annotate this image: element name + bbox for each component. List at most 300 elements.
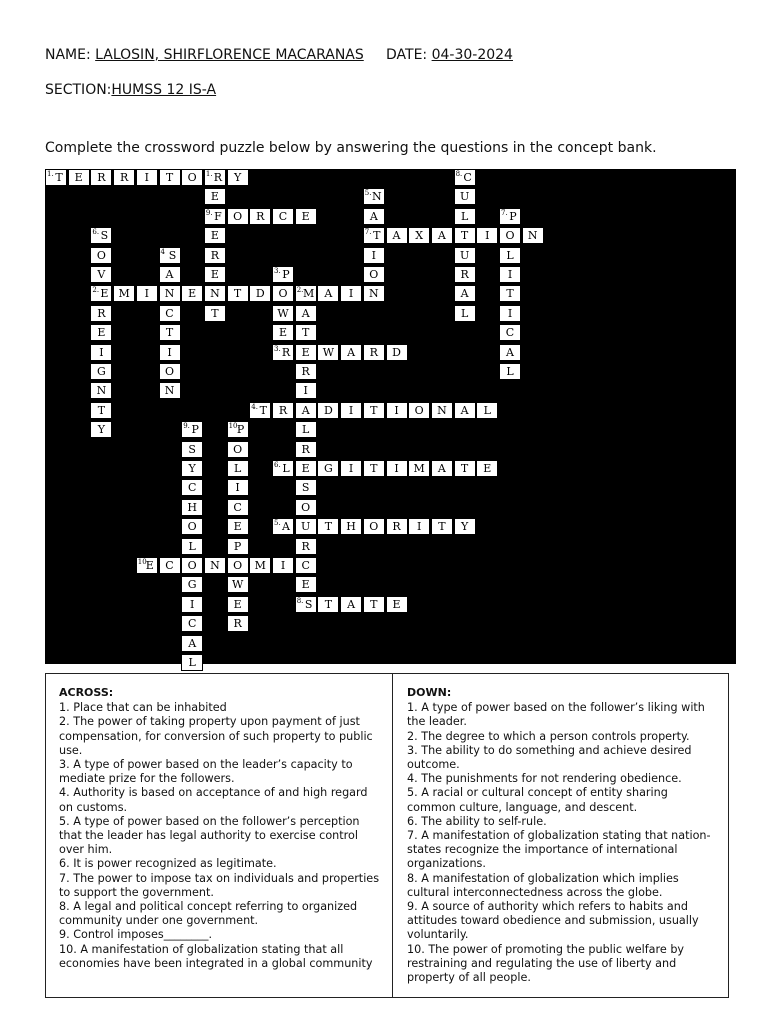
cell-letter: I <box>348 462 354 475</box>
crossword-cell[interactable] <box>499 208 521 225</box>
cell-letter: A <box>165 268 174 281</box>
cell-letter: L <box>506 248 514 262</box>
crossword-cell[interactable] <box>499 344 521 361</box>
crossword-cell[interactable] <box>227 615 249 632</box>
cell-letter: T <box>460 462 469 475</box>
crossword-cell[interactable] <box>317 344 339 361</box>
cell-letter: F <box>214 209 222 223</box>
crossword-cell[interactable] <box>499 266 521 283</box>
down-clue: 2. The degree to which a person controls property. <box>407 729 690 743</box>
crossword-cell[interactable] <box>476 402 498 419</box>
crossword-cell[interactable] <box>476 460 498 477</box>
crossword-cell[interactable] <box>90 324 112 341</box>
crossword-cell[interactable] <box>90 382 112 399</box>
date-line <box>386 47 513 63</box>
crossword-cell[interactable] <box>340 518 362 535</box>
crossword-cell[interactable] <box>431 460 453 477</box>
section-value: HUMSS 12 IS-A <box>111 82 217 98</box>
across-clue: 10. A manifestation of globalization stating that all economies have been integrated in a global community <box>59 942 373 970</box>
across-clue: 7. The power to impose tax on individuals and properties to support the government. <box>59 871 380 899</box>
crossword-cell[interactable] <box>159 247 181 264</box>
cell-letter: T <box>165 326 174 340</box>
crossword-cell[interactable] <box>227 460 249 477</box>
cell-number: 10. <box>228 422 240 431</box>
crossword-cell[interactable] <box>295 344 317 361</box>
crossword-cell[interactable] <box>181 499 203 516</box>
cell-letter: T <box>370 403 378 417</box>
cell-letter: C <box>278 209 288 223</box>
crossword-cell[interactable] <box>386 227 408 244</box>
crossword-cell[interactable] <box>295 479 317 496</box>
crossword-cell[interactable] <box>181 615 203 632</box>
cell-letter: O <box>187 171 197 184</box>
crossword-cell[interactable] <box>136 169 158 186</box>
crossword-cell[interactable] <box>295 557 317 574</box>
crossword-cell[interactable] <box>317 460 339 477</box>
cell-number: 1. <box>205 170 213 178</box>
cell-number: 10. <box>137 558 149 566</box>
crossword-cell[interactable] <box>90 402 112 419</box>
crossword-cell[interactable] <box>159 169 181 186</box>
crossword-cell[interactable] <box>386 596 408 613</box>
crossword-cell[interactable] <box>204 557 226 574</box>
crossword-cell[interactable] <box>181 538 203 555</box>
crossword-cell[interactable] <box>408 518 430 535</box>
cell-letter: E <box>188 287 197 301</box>
crossword-cell[interactable] <box>249 285 271 302</box>
crossword-cell[interactable] <box>295 596 317 613</box>
section-line <box>45 82 216 98</box>
cell-number: 1. <box>47 170 54 178</box>
crossword-cell[interactable] <box>476 227 498 244</box>
cell-letter: C <box>187 617 197 631</box>
crossword-cell[interactable] <box>227 538 249 555</box>
crossword-cell[interactable] <box>340 285 362 302</box>
cell-number: 9. <box>183 422 190 431</box>
cell-letter: C <box>233 500 242 514</box>
down-clue: 5. A racial or cultural concept of entity sharing common culture, language, and descent. <box>407 786 668 814</box>
cell-letter: H <box>346 520 356 534</box>
down-clue: 4. The punishments for not rendering obedience. <box>407 772 682 786</box>
crossword-cell[interactable] <box>204 266 226 283</box>
crossword-cell[interactable] <box>295 382 317 399</box>
crossword-cell[interactable] <box>159 344 181 361</box>
crossword-grid <box>45 169 736 669</box>
cell-letter: C <box>165 306 174 320</box>
cell-letter: R <box>119 171 129 184</box>
cell-letter: A <box>392 229 401 243</box>
crossword-cell[interactable] <box>499 363 521 380</box>
cell-letter: A <box>347 597 356 611</box>
cell-letter: Y <box>188 462 196 475</box>
crossword-cell[interactable] <box>68 169 90 186</box>
crossword-cell[interactable] <box>317 596 339 613</box>
crossword-cell[interactable] <box>454 227 476 244</box>
crossword-cell[interactable] <box>181 596 203 613</box>
cell-letter: O <box>187 559 197 572</box>
cell-letter: R <box>97 306 106 320</box>
cell-number: 8. <box>455 170 463 178</box>
cell-letter: O <box>96 248 106 262</box>
crossword-cell[interactable] <box>181 654 203 671</box>
crossword-cell[interactable] <box>181 421 203 438</box>
cell-letter: L <box>460 209 469 223</box>
cell-letter: T <box>165 171 174 184</box>
crossword-cell[interactable] <box>295 576 317 593</box>
crossword-cell[interactable] <box>363 227 385 244</box>
crossword-cell[interactable] <box>227 596 249 613</box>
crossword-cell[interactable] <box>272 266 294 283</box>
crossword-cell[interactable] <box>454 518 476 535</box>
cell-letter: A <box>347 345 356 359</box>
crossword-cell[interactable] <box>159 305 181 322</box>
crossword-cell[interactable] <box>136 557 158 574</box>
crossword-cell[interactable] <box>454 169 476 186</box>
cell-letter: R <box>392 520 401 534</box>
crossword-cell[interactable] <box>272 305 294 322</box>
crossword-cell[interactable] <box>363 285 385 302</box>
cell-letter: T <box>370 462 378 475</box>
crossword-cell[interactable] <box>90 344 112 361</box>
cell-letter: T <box>370 597 378 611</box>
cell-letter: N <box>527 229 538 243</box>
crossword-cell[interactable] <box>272 402 294 419</box>
crossword-cell[interactable] <box>317 285 339 302</box>
crossword-cell[interactable] <box>136 285 158 302</box>
crossword-cell[interactable] <box>295 285 317 302</box>
crossword-cell[interactable] <box>363 344 385 361</box>
crossword-cell[interactable] <box>499 285 521 302</box>
crossword-cell[interactable] <box>227 169 249 186</box>
crossword-cell[interactable] <box>204 227 226 244</box>
cell-letter: O <box>164 365 175 378</box>
crossword-cell[interactable] <box>90 363 112 380</box>
crossword-cell[interactable] <box>227 421 249 438</box>
crossword-cell[interactable] <box>227 576 249 593</box>
crossword-cell[interactable] <box>90 285 112 302</box>
name-value: LALOSIN, SHIRFLORENCE MACARANAS <box>95 47 364 63</box>
across-clue: 2. The power of taking property upon payment of just compensation, for conversion of such property to public use. <box>59 715 373 757</box>
cell-letter: U <box>301 520 311 534</box>
across-clue: 9. Control imposes________. <box>59 928 213 942</box>
crossword-cell[interactable] <box>340 344 362 361</box>
crossword-cell[interactable] <box>295 538 317 555</box>
cell-letter: I <box>417 520 422 534</box>
crossword-cell[interactable] <box>159 285 181 302</box>
crossword-cell[interactable] <box>204 188 226 205</box>
crossword-cell[interactable] <box>113 285 135 302</box>
instructions: Complete the crossword puzzle below by answering the questions in the concept bank. <box>45 140 657 156</box>
cell-letter: O <box>233 559 243 572</box>
cell-letter: O <box>233 209 243 223</box>
cell-number: 7. <box>364 228 372 237</box>
cell-letter: I <box>394 462 399 475</box>
crossword-cell[interactable] <box>227 499 249 516</box>
crossword-cell[interactable] <box>159 557 181 574</box>
crossword-cell[interactable] <box>363 188 385 205</box>
crossword-cell[interactable] <box>454 402 476 419</box>
cell-letter: T <box>233 287 242 301</box>
crossword-cell[interactable] <box>522 227 544 244</box>
down-clue: 10. The power of promoting the public welfare by restraining and regulating the use of liberty and property of all people. <box>407 942 685 985</box>
cell-letter: A <box>460 403 469 417</box>
crossword-cell[interactable] <box>499 227 521 244</box>
cell-letter: O <box>278 287 288 301</box>
cell-letter: N <box>164 287 175 301</box>
cell-letter: T <box>211 306 219 320</box>
cell-letter: S <box>304 597 313 611</box>
cell-letter: P <box>282 268 290 281</box>
cell-letter: I <box>280 559 286 572</box>
down-clue: 9. A source of authority which refers to habits and attitudes toward obedience and submission, usually voluntarily. <box>407 900 699 942</box>
crossword-cell[interactable] <box>181 285 203 302</box>
down-clue-list <box>407 701 719 985</box>
crossword-cell[interactable] <box>454 305 476 322</box>
crossword-cell[interactable] <box>363 596 385 613</box>
across-clue: 4. Authority is based on acceptance of and high regard on customs. <box>59 786 368 814</box>
crossword-cell[interactable] <box>340 596 362 613</box>
crossword-cell[interactable] <box>295 208 317 225</box>
crossword-cell[interactable] <box>272 518 294 535</box>
cell-letter: E <box>483 462 492 475</box>
crossword-cell[interactable] <box>363 402 385 419</box>
cell-letter: E <box>278 326 288 340</box>
crossword-cell[interactable] <box>204 169 226 186</box>
crossword-cell[interactable] <box>204 305 226 322</box>
cell-letter: R <box>369 345 378 359</box>
cell-letter: E <box>210 190 219 204</box>
crossword-cell[interactable] <box>431 227 453 244</box>
cell-letter: I <box>167 345 172 359</box>
crossword-cell[interactable] <box>363 460 385 477</box>
crossword-cell[interactable] <box>454 247 476 264</box>
crossword-cell[interactable] <box>90 266 112 283</box>
crossword-cell[interactable] <box>295 305 317 322</box>
crossword-cell[interactable] <box>272 460 294 477</box>
crossword-cell[interactable] <box>386 460 408 477</box>
crossword-cell[interactable] <box>295 402 317 419</box>
crossword-cell[interactable] <box>90 227 112 244</box>
cell-letter: W <box>277 306 289 320</box>
cell-letter: A <box>460 287 469 301</box>
crossword-cell[interactable] <box>454 285 476 302</box>
crossword-cell[interactable] <box>454 266 476 283</box>
cell-letter: G <box>187 578 197 592</box>
crossword-cell[interactable] <box>317 402 339 419</box>
cell-letter: R <box>301 539 310 553</box>
cell-letter: P <box>509 209 517 223</box>
cell-letter: R <box>97 171 106 184</box>
crossword-cell[interactable] <box>90 247 112 264</box>
crossword-cell[interactable] <box>295 421 317 438</box>
crossword-cell[interactable] <box>272 208 294 225</box>
crossword-cell[interactable] <box>90 421 112 438</box>
crossword-cell[interactable] <box>204 247 226 264</box>
across-column <box>59 686 381 971</box>
crossword-cell[interactable] <box>227 479 249 496</box>
cell-number: 2. <box>92 286 100 295</box>
crossword-cell[interactable] <box>431 518 453 535</box>
cell-letter: L <box>460 306 469 320</box>
crossword-cell[interactable] <box>227 518 249 535</box>
crossword-cell[interactable] <box>204 208 226 225</box>
cell-letter: C <box>463 171 472 184</box>
crossword-cell[interactable] <box>454 208 476 225</box>
crossword-cell[interactable] <box>295 363 317 380</box>
cell-letter: L <box>506 365 514 378</box>
crossword-cell[interactable] <box>363 208 385 225</box>
crossword-cell[interactable] <box>249 402 271 419</box>
crossword-cell[interactable] <box>272 285 294 302</box>
crossword-cell[interactable] <box>295 460 317 477</box>
crossword-cell[interactable] <box>181 576 203 593</box>
crossword-cell[interactable] <box>340 460 362 477</box>
crossword-cell[interactable] <box>90 169 112 186</box>
cell-letter: E <box>100 287 109 301</box>
cell-letter: E <box>97 326 106 340</box>
cell-number: 4 <box>160 247 165 256</box>
cell-letter: N <box>210 287 220 301</box>
crossword-cell[interactable] <box>499 305 521 322</box>
crossword-cell[interactable] <box>181 479 203 496</box>
cell-letter: D <box>255 287 265 301</box>
crossword-cell[interactable] <box>295 518 317 535</box>
crossword-cell[interactable] <box>181 169 203 186</box>
cell-letter: L <box>282 462 290 475</box>
across-title: ACROSS: <box>59 686 114 699</box>
cell-letter: A <box>301 403 310 417</box>
crossword-cell[interactable] <box>295 324 317 341</box>
cell-letter: U <box>459 248 470 262</box>
cell-letter: E <box>301 578 310 592</box>
cell-number: 6. <box>92 228 100 237</box>
cell-letter: A <box>506 345 514 359</box>
crossword-cell[interactable] <box>204 285 226 302</box>
cell-letter: T <box>460 229 469 243</box>
concept-bank <box>45 673 729 998</box>
crossword-cell[interactable] <box>363 247 385 264</box>
down-clue: 1. A type of power based on the follower’s liking with the leader. <box>407 701 705 729</box>
crossword-cell[interactable] <box>408 227 430 244</box>
crossword-cell[interactable] <box>317 518 339 535</box>
cell-letter: T <box>506 287 514 301</box>
cell-letter: E <box>74 171 83 184</box>
across-clue: 1. Place that can be inhabited <box>59 701 227 715</box>
crossword-cell[interactable] <box>181 460 203 477</box>
cell-letter: D <box>323 403 333 417</box>
across-clue: 8. A legal and political concept referring to organized community under one government. <box>59 900 358 928</box>
cell-letter: I <box>485 229 490 243</box>
cell-letter: G <box>96 365 106 378</box>
crossword-cell[interactable] <box>408 460 430 477</box>
down-clue: 7. A manifestation of globalization stating that nation-states recognize the importance of international organizations. <box>407 829 711 871</box>
cell-letter: T <box>324 520 333 534</box>
cell-letter: E <box>145 559 154 572</box>
cell-letter: S <box>100 229 109 243</box>
crossword-cell[interactable] <box>227 557 249 574</box>
crossword-cell[interactable] <box>159 382 181 399</box>
crossword-cell[interactable] <box>386 344 408 361</box>
cell-letter: A <box>369 209 378 223</box>
down-column <box>407 686 719 985</box>
crossword-cell[interactable] <box>45 169 67 186</box>
cell-letter: S <box>168 248 177 262</box>
across-clue-list <box>59 701 381 971</box>
crossword-cell[interactable] <box>159 363 181 380</box>
crossword-cell[interactable] <box>227 208 249 225</box>
crossword-cell[interactable] <box>454 188 476 205</box>
crossword-cell[interactable] <box>181 518 203 535</box>
crossword-cell[interactable] <box>408 402 430 419</box>
cell-letter: O <box>233 442 243 456</box>
crossword-cell[interactable] <box>181 635 203 652</box>
date-value: 04-30-2024 <box>431 47 513 63</box>
cell-letter: R <box>213 171 223 184</box>
down-clue: 3. The ability to do something and achieve desired outcome. <box>407 743 692 772</box>
crossword-cell[interactable] <box>272 557 294 574</box>
cell-letter: E <box>301 462 310 475</box>
cell-letter: O <box>301 500 311 514</box>
cell-letter: L <box>188 656 196 669</box>
crossword-cell[interactable] <box>499 247 521 264</box>
crossword-cell[interactable] <box>90 305 112 322</box>
cell-letter: L <box>233 462 242 475</box>
crossword-cell[interactable] <box>272 344 294 361</box>
crossword-cell[interactable] <box>113 169 135 186</box>
cell-letter: W <box>322 345 335 359</box>
crossword-cell[interactable] <box>340 402 362 419</box>
cell-letter: I <box>371 248 376 262</box>
crossword-cell[interactable] <box>295 441 317 458</box>
crossword-cell[interactable] <box>363 518 385 535</box>
cell-letter: M <box>303 287 315 301</box>
crossword-cell[interactable] <box>159 324 181 341</box>
cell-number: 5. <box>274 519 281 528</box>
crossword-cell[interactable] <box>272 324 294 341</box>
cell-letter: A <box>188 636 197 650</box>
crossword-cell[interactable] <box>249 557 271 574</box>
name-line <box>45 47 364 63</box>
cell-letter: I <box>144 287 149 301</box>
crossword-cell[interactable] <box>295 499 317 516</box>
cell-letter: I <box>348 403 354 417</box>
cell-letter: N <box>368 287 379 301</box>
cell-letter: V <box>97 268 106 281</box>
crossword-cell[interactable] <box>227 285 249 302</box>
crossword-cell[interactable] <box>159 266 181 283</box>
crossword-cell[interactable] <box>431 402 453 419</box>
crossword-cell[interactable] <box>181 557 203 574</box>
cell-letter: A <box>301 306 310 320</box>
name-label: NAME: <box>45 47 91 63</box>
cell-letter: L <box>483 403 491 417</box>
crossword-cell[interactable] <box>386 402 408 419</box>
crossword-cell[interactable] <box>386 518 408 535</box>
section-label: SECTION: <box>45 82 112 98</box>
cell-letter: R <box>256 209 265 223</box>
cell-letter: N <box>96 384 107 398</box>
cell-letter: O <box>369 520 379 534</box>
crossword-cell[interactable] <box>363 266 385 283</box>
cell-letter: P <box>191 423 199 437</box>
crossword-cell[interactable] <box>499 324 521 341</box>
cell-letter: R <box>301 442 310 456</box>
crossword-cell[interactable] <box>454 460 476 477</box>
crossword-cell[interactable] <box>249 208 271 225</box>
crossword-cell[interactable] <box>227 441 249 458</box>
crossword-cell[interactable] <box>181 441 203 458</box>
cell-letter: E <box>233 520 242 534</box>
